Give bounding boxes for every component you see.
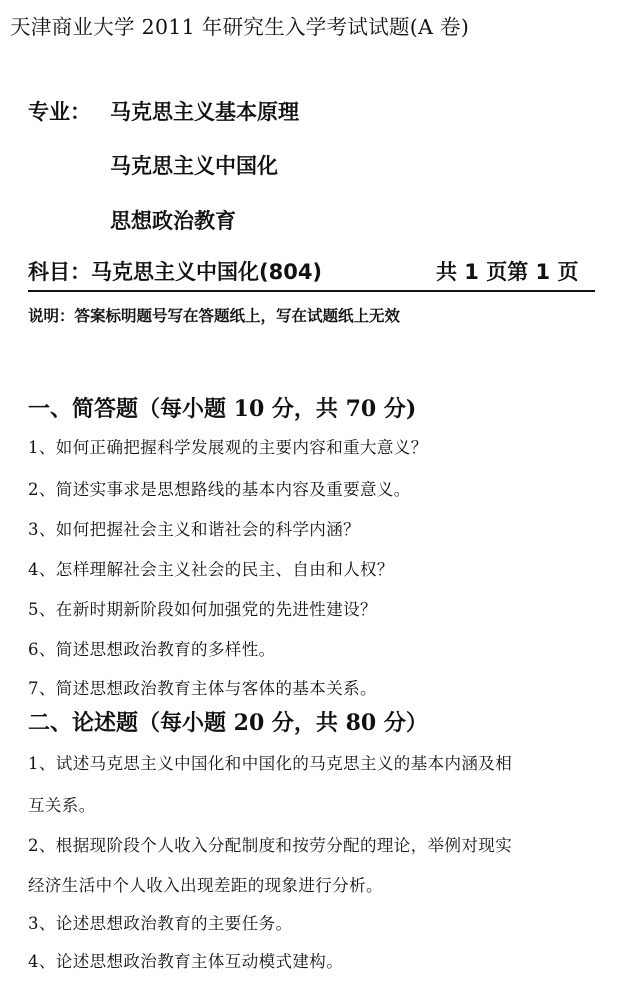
section-1-question-4: 4、怎样理解社会主义社会的民主、自由和人权？: [28, 560, 394, 579]
section-2-question-2-line-2: 经济生活中个人收入出现差距的现象进行分析。: [28, 876, 383, 895]
exam-title: 天津商业大学 2011 年研究生入学考试试题(A 卷): [10, 15, 470, 39]
major-item-2: 马克思主义中国化: [110, 154, 278, 178]
section-1-title: 一、简答题（每小题 10 分，共 70 分): [28, 396, 417, 422]
section-2-title: 二、论述题（每小题 20 分，共 80 分）: [28, 710, 428, 736]
section-2-question-1-line-2: 互关系。: [28, 796, 96, 815]
subject-line: [28, 256, 596, 286]
major-item-3: 思想政治教育: [110, 209, 236, 233]
section-1-question-7: 7、简述思想政治教育主体与客体的基本关系。: [28, 679, 377, 698]
section-1-question-6: 6、简述思想政治教育的多样性。: [28, 640, 276, 659]
subject-underline: [28, 290, 595, 292]
subject-name: 科目：马克思主义中国化(804): [28, 260, 323, 284]
major-item-1: 马克思主义基本原理: [110, 100, 299, 124]
section-2-question-4: 4、论述思想政治教育主体互动模式建构。: [28, 952, 344, 971]
instructions-note: 说明：答案标明题号写在答题纸上，写在试题纸上无效: [28, 307, 401, 325]
section-1-question-2: 2、简述实事求是思想路线的基本内容及重要意义。: [28, 480, 411, 499]
section-2-question-3: 3、论述思想政治教育的主要任务。: [28, 914, 293, 933]
page-count: 共 1 页第 1 页: [436, 260, 579, 284]
section-2-question-2-line-1: 2、根据现阶段个人收入分配制度和按劳分配的理论，举例对现实: [28, 836, 513, 855]
section-1-question-5: 5、在新时期新阶段如何加强党的先进性建设？: [28, 600, 377, 619]
major-label: 专业：: [28, 100, 91, 124]
section-2-question-1-line-1: 1、试述马克思主义中国化和中国化的马克思主义的基本内涵及相: [28, 754, 513, 773]
section-1-question-1: 1、如何正确把握科学发展观的主要内容和重大意义？: [28, 438, 428, 457]
section-1-question-3: 3、如何把握社会主义和谐社会的科学内涵？: [28, 520, 360, 539]
